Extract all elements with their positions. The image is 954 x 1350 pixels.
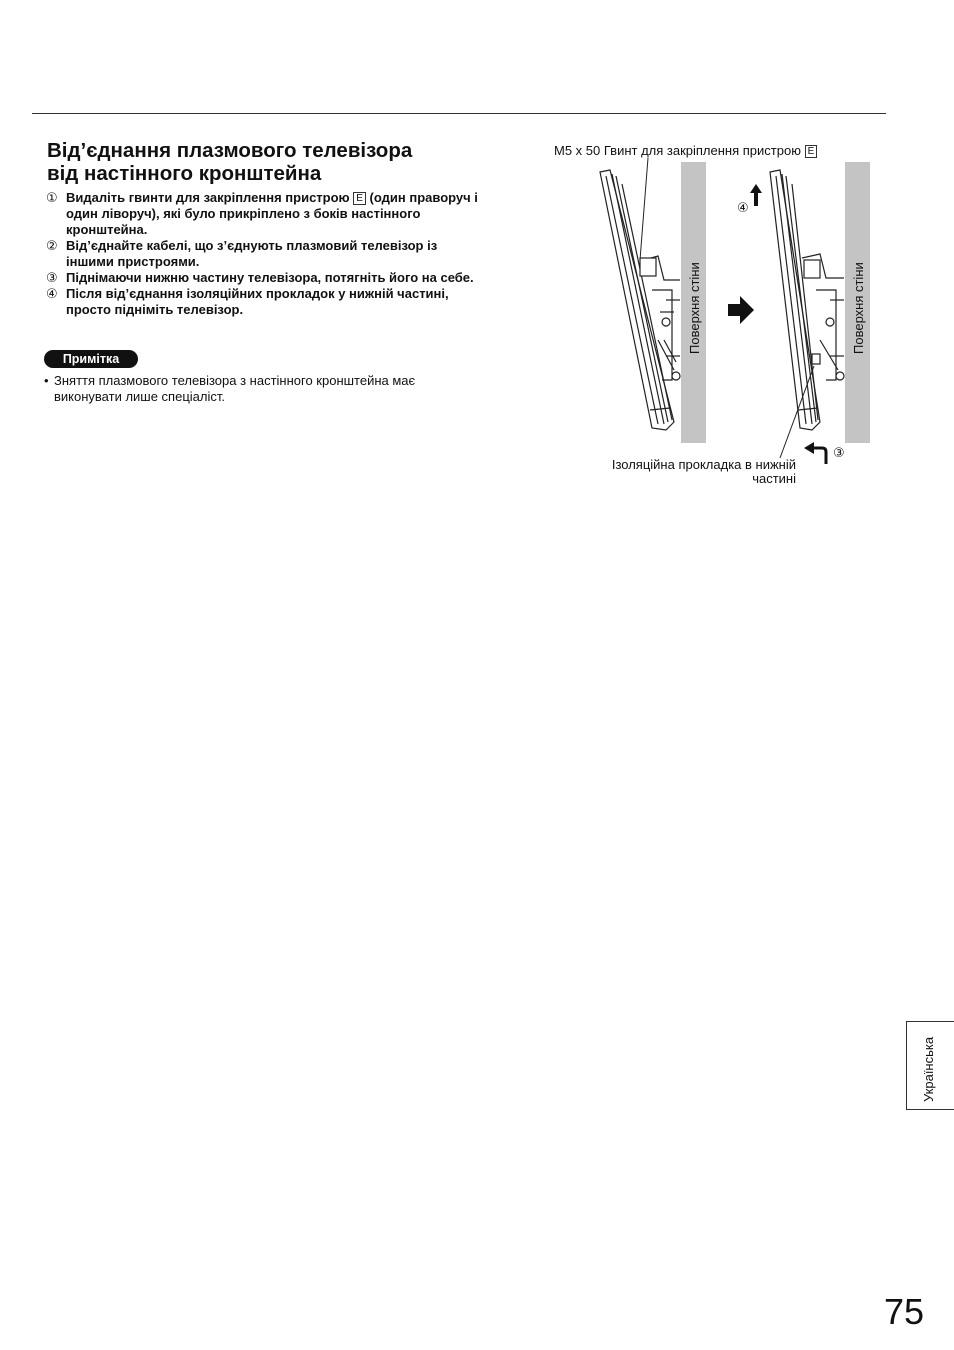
step-item-2: [46, 238, 486, 270]
step-text-1-after: (один праворуч і один ліворуч), які було прикріплено з боків настінного кронштейна.: [66, 190, 478, 237]
device-e-label: E: [353, 192, 366, 205]
screw-leader-line: [640, 158, 648, 260]
language-tab: [906, 1021, 954, 1110]
wall-label-right: Поверхня стіни: [851, 262, 866, 354]
step-number-4: ④: [46, 286, 58, 301]
screw-caption-text: M5 x 50 Гвинт для закріплення пристрою: [554, 143, 801, 158]
wall-label-left: Поверхня стіни: [687, 262, 702, 354]
step-marker-3: ③: [833, 445, 845, 460]
section-title-line2: від настінного кронштейна: [47, 162, 322, 185]
note-bullet: •: [44, 373, 49, 388]
page-number: 75: [884, 1291, 925, 1332]
step-item-1: [46, 190, 486, 238]
tv-panel-right: [770, 170, 820, 430]
steps-list: [46, 190, 486, 318]
step-text-4: Після від’єднання ізоляційних прокладок у нижній частині, просто підніміть телевізор.: [66, 286, 449, 317]
note-text: [44, 373, 484, 405]
step-number-3: ③: [46, 270, 58, 285]
step-text-2: Від’єднайте кабелі, що з’єднують плазмовий телевізор із іншими пристроями.: [66, 238, 438, 269]
note-badge: Примітка: [44, 350, 138, 368]
language-tab-label: Українська: [921, 1036, 936, 1102]
step-item-4: [46, 286, 486, 318]
note-body: Зняття плазмового телевізора з настінного кронштейна має виконувати лише спеціаліст.: [54, 373, 416, 404]
removal-illustration: [540, 140, 866, 500]
pull-out-arrow: [804, 442, 826, 464]
step-number-2: ②: [46, 238, 58, 253]
step-text-1-before: Видаліть гвинти для закріплення пристрою: [66, 190, 354, 205]
step-number-1: ①: [46, 190, 58, 205]
top-rule: [32, 113, 886, 114]
spacer-caption: Ізоляційна прокладка в нижній частині: [611, 457, 796, 486]
section-title: [47, 139, 497, 185]
step-item-3: [46, 270, 486, 286]
lift-up-arrow: [750, 184, 762, 206]
screw-device-e-label: E: [805, 145, 818, 158]
transition-arrow: [728, 296, 754, 324]
tv-panel-left: [600, 170, 674, 430]
step-text-3: Піднімаючи нижню частину телевізора, потягніть його на себе.: [66, 270, 474, 285]
illustration-drawing: [540, 140, 860, 500]
section-title-line1: Від’єднання плазмового телевізора: [47, 139, 413, 162]
step-marker-4: ④: [737, 200, 749, 215]
